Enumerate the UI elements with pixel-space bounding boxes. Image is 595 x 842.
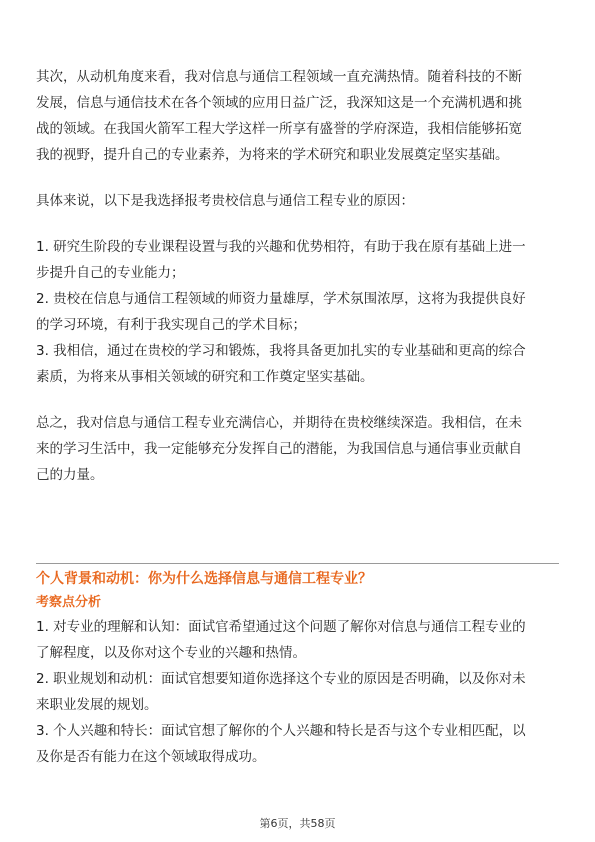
list-item: 来职业发展的规划。 [36, 697, 158, 713]
text-line: 来的学习生活中，我一定能够充分发挥自己的潜能，为我国信息与通信事业贡献自 [36, 441, 522, 457]
section-divider [36, 563, 559, 564]
paragraph-conclusion [36, 410, 559, 488]
paragraph-motivation [36, 64, 559, 168]
list-item: 1. 研究生阶段的专业课程设置与我的兴趣和优势相符，有助于我在原有基础上进一 [36, 239, 526, 255]
list-item: 2. 职业规划和动机：面试官想要知道你选择这个专业的原因是否明确，以及你对未 [36, 671, 526, 687]
page-number: 第6页，共58页 [259, 817, 336, 830]
list-item: 素质，为将来从事相关领域的研究和工作奠定坚实基础。 [36, 369, 374, 385]
text-line: 己的力量。 [36, 467, 104, 483]
list-item: 3. 我相信，通过在贵校的学习和锻炼，我将具备更加扎实的专业基础和更高的综合 [36, 343, 526, 359]
list-item: 及你是否有能力在这个领域取得成功。 [36, 749, 266, 765]
list-item: 步提升自己的专业能力； [36, 265, 185, 281]
text-line: 其次，从动机角度来看，我对信息与通信工程领域一直充满热情。随着科技的不断 [36, 69, 522, 85]
question-section [36, 566, 559, 770]
text-line: 战的领域。在我国火箭军工程大学这样一所享有盛誉的学府深造，我相信能够拓宽 [36, 121, 522, 137]
list-item: 了解程度，以及你对这个专业的兴趣和热情。 [36, 645, 306, 661]
list-item: 1. 对专业的理解和认知：面试官希望通过这个问题了解你对信息与通信工程专业的 [36, 619, 526, 635]
list-item: 2. 贵校在信息与通信工程领域的师资力量雄厚，学术氛围浓厚，这将为我提供良好 [36, 291, 526, 307]
text-line: 总之，我对信息与通信工程专业充满信心，并期待在贵校继续深造。我相信，在未 [36, 415, 522, 431]
analysis-list [36, 614, 559, 770]
text-line: 我的视野，提升自己的专业素养，为将来的学术研究和职业发展奠定坚实基础。 [36, 147, 509, 163]
list-item: 的学习环境，有利于我实现自己的学术目标； [36, 317, 306, 333]
reasons-list [36, 234, 559, 390]
analysis-title: 考察点分析 [36, 595, 102, 610]
question-title: 个人背景和动机：你为什么选择信息与通信工程专业？ [36, 571, 372, 587]
text-line: 发展，信息与通信技术在各个领域的应用日益广泛，我深知这是一个充满机遇和挑 [36, 95, 522, 111]
list-item: 3. 个人兴趣和特长：面试官想了解你的个人兴趣和特长是否与这个专业相匹配，以 [36, 723, 526, 739]
main-content [36, 64, 559, 488]
paragraph-reasons-intro: 具体来说，以下是我选择报考贵校信息与通信工程专业的原因： [36, 193, 414, 209]
